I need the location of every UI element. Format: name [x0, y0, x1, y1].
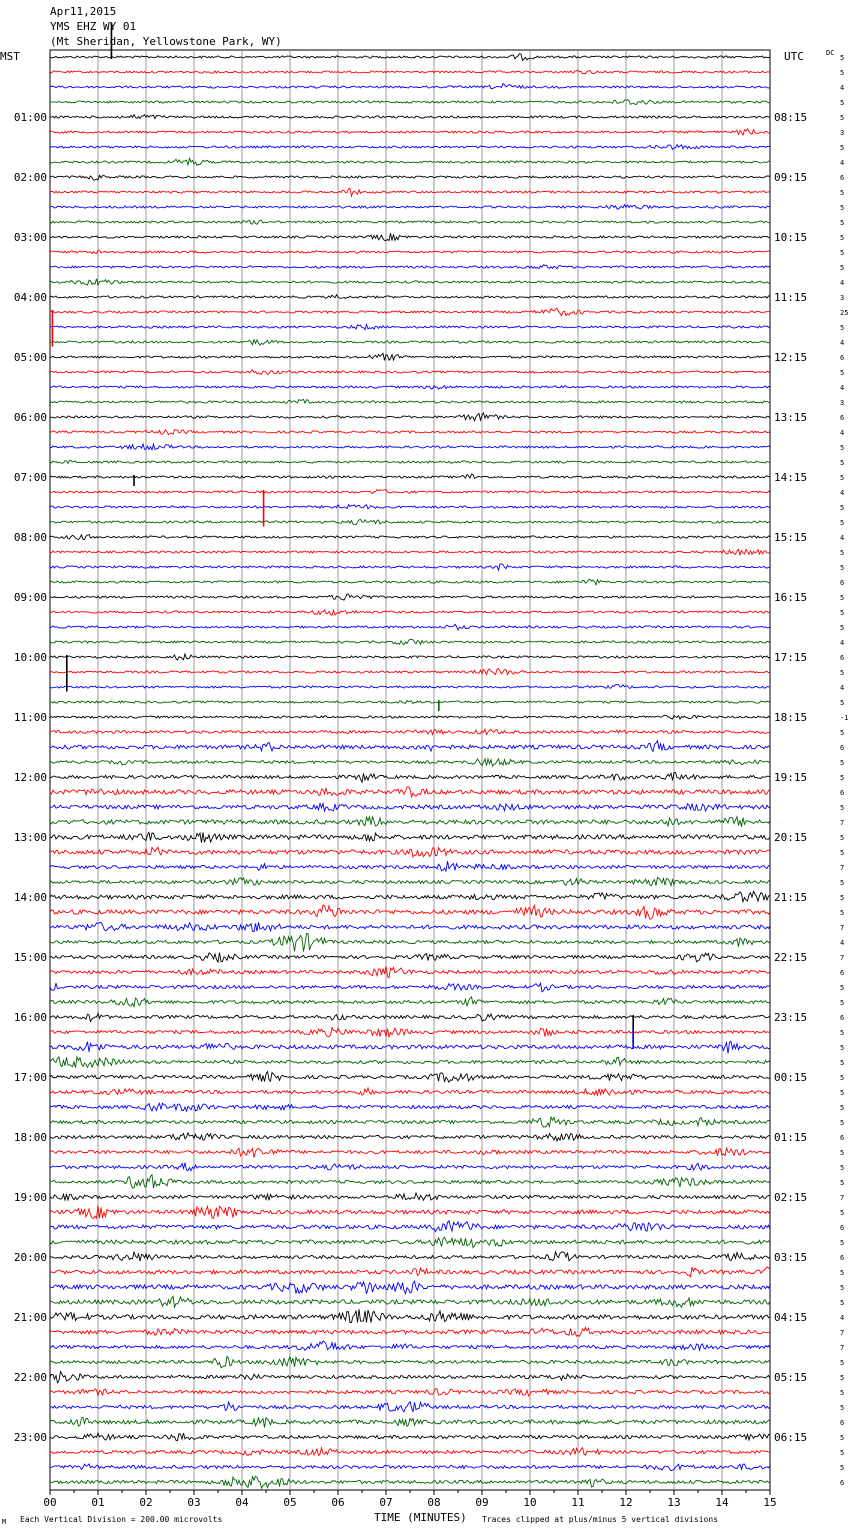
left-time-label: 08:00	[13, 531, 47, 544]
dc-offset-label: 5	[840, 999, 845, 1007]
station-title: YMS EHZ WY 01	[50, 20, 137, 33]
seismic-trace	[50, 430, 770, 435]
seismic-trace	[50, 654, 770, 660]
seismic-trace	[50, 175, 770, 180]
right-time-label: 21:15	[774, 891, 808, 904]
seismic-trace	[50, 983, 770, 992]
seismic-trace	[50, 832, 770, 842]
dc-offset-label: 5	[840, 219, 845, 227]
left-time-label: 16:00	[13, 1011, 47, 1024]
dc-offset-label: 7	[840, 1194, 845, 1202]
seismic-trace	[50, 773, 770, 783]
seismic-trace	[50, 817, 770, 827]
seismic-trace	[50, 594, 770, 600]
seismic-trace	[50, 1117, 770, 1127]
dc-offset-label: 5	[840, 264, 845, 272]
dc-offset-label: 5	[840, 1149, 845, 1157]
seismic-trace	[50, 1193, 770, 1200]
dc-offset-label: 5	[840, 444, 845, 452]
seismic-trace	[50, 1327, 770, 1336]
x-tick-label: 05	[283, 1496, 297, 1509]
dc-offset-label: 4	[840, 939, 845, 947]
dc-offset-label: 4	[840, 84, 845, 92]
seismic-trace	[50, 308, 770, 316]
seismic-trace	[50, 474, 770, 478]
x-tick-label: 11	[571, 1496, 585, 1509]
x-tick-label: 13	[667, 1496, 681, 1509]
dc-offset-label: 7	[840, 819, 845, 827]
left-time-label: 10:00	[13, 651, 47, 664]
seismic-trace	[50, 115, 770, 119]
seismic-trace	[50, 444, 770, 450]
seismic-trace	[50, 639, 770, 645]
dc-offset-label: 6	[840, 789, 845, 797]
x-tick-label: 06	[331, 1496, 345, 1509]
left-time-label: 18:00	[13, 1131, 47, 1144]
left-axis-label: MST	[0, 50, 20, 63]
left-time-label: 23:00	[13, 1431, 47, 1444]
dc-offset-label: 4	[840, 639, 845, 647]
dc-offset-label: 5	[840, 624, 845, 632]
left-time-label: 21:00	[13, 1311, 47, 1324]
footer-mark: M	[2, 1518, 7, 1526]
dc-offset-label: 5	[840, 1104, 845, 1112]
right-time-label: 00:15	[774, 1071, 808, 1084]
right-time-label: 03:15	[774, 1251, 808, 1264]
dc-offset-label: 6	[840, 174, 845, 182]
x-tick-label: 12	[619, 1496, 633, 1509]
seismic-trace	[50, 519, 770, 524]
seismic-trace	[50, 1433, 770, 1441]
seismic-trace	[50, 353, 770, 360]
left-time-label: 19:00	[13, 1191, 47, 1204]
seismic-trace	[50, 1252, 770, 1261]
seismic-trace	[50, 861, 770, 871]
seismic-trace	[50, 1402, 770, 1412]
dc-offset-label: 5	[840, 114, 845, 122]
x-tick-label: 09	[475, 1496, 489, 1509]
seismic-trace	[50, 1041, 770, 1053]
seismic-trace	[50, 1267, 770, 1277]
dc-offset-label: 5	[840, 474, 845, 482]
left-time-label: 20:00	[13, 1251, 47, 1264]
dc-offset-label: 5	[840, 1404, 845, 1412]
dc-offset-label: 6	[840, 579, 845, 587]
location-title: (Mt Sheridan, Yellowstone Park, WY)	[50, 35, 282, 48]
dc-offset-label: 3	[840, 399, 845, 407]
dc-offset-label: 5	[840, 849, 845, 857]
dc-offset-label: 4	[840, 279, 845, 287]
seismic-trace	[50, 370, 770, 375]
seismic-trace	[50, 1309, 770, 1323]
x-tick-label: 01	[91, 1496, 105, 1509]
right-time-label: 10:15	[774, 231, 808, 244]
seismic-trace	[50, 1372, 770, 1383]
seismic-trace	[50, 1237, 770, 1247]
right-time-label: 12:15	[774, 351, 808, 364]
dc-offset-label: 5	[840, 144, 845, 152]
dc-offset-label: 5	[840, 729, 845, 737]
dc-offset-label: 5	[840, 249, 845, 257]
dc-offset-label: 5	[840, 1029, 845, 1037]
dc-offset-label: 5	[840, 879, 845, 887]
dc-offset-label: 6	[840, 1419, 845, 1427]
dc-offset-label: 5	[840, 1434, 845, 1442]
x-tick-label: 14	[715, 1496, 729, 1509]
seismic-trace	[50, 685, 770, 689]
dc-offset-label: 25	[840, 309, 849, 317]
left-time-label: 07:00	[13, 471, 47, 484]
seismic-trace	[50, 70, 770, 74]
right-time-label: 06:15	[774, 1431, 808, 1444]
seismic-trace	[50, 997, 770, 1007]
seismic-trace	[50, 1133, 770, 1141]
dc-offset-label: 6	[840, 1254, 845, 1262]
dc-offset-label: 5	[840, 774, 845, 782]
seismic-trace	[50, 1028, 770, 1037]
x-tick-label: 15	[763, 1496, 777, 1509]
seismic-trace	[50, 741, 770, 752]
dc-offset-label: 7	[840, 1329, 845, 1337]
seismic-trace	[50, 505, 770, 509]
dc-offset-label: 5	[840, 1464, 845, 1472]
x-tick-label: 08	[427, 1496, 441, 1509]
seismic-trace	[50, 205, 770, 209]
seismic-trace	[50, 1057, 770, 1068]
dc-offset-label: 5	[840, 1209, 845, 1217]
left-time-label: 15:00	[13, 951, 47, 964]
right-time-label: 19:15	[774, 771, 808, 784]
left-time-label: 06:00	[13, 411, 47, 424]
seismic-trace	[50, 715, 770, 719]
dc-offset-label: 5	[840, 99, 845, 107]
seismic-trace	[50, 158, 770, 165]
seismic-trace	[50, 891, 770, 901]
dc-offset-label: 5	[840, 459, 845, 467]
dc-offset-label: 6	[840, 354, 845, 362]
left-time-label: 12:00	[13, 771, 47, 784]
seismic-trace	[50, 1281, 770, 1294]
seismic-trace	[50, 922, 770, 931]
left-time-label: 17:00	[13, 1071, 47, 1084]
dc-offset-label: 6	[840, 1224, 845, 1232]
dc-offset-label: 5	[840, 54, 845, 62]
dc-offset-label: 4	[840, 339, 845, 347]
dc-offset-label: 3	[840, 129, 845, 137]
dc-offset-label: 5	[840, 1359, 845, 1367]
left-time-label: 11:00	[13, 711, 47, 724]
dc-offset-label: 5	[840, 699, 845, 707]
seismic-trace	[50, 1103, 770, 1111]
seismic-trace	[50, 220, 770, 224]
seismic-trace	[50, 324, 770, 329]
dc-offset-label: 5	[840, 1374, 845, 1382]
dc-offset-label: 5	[840, 834, 845, 842]
dc-offset-label: 5	[840, 1119, 845, 1127]
dc-offset-label: 4	[840, 384, 845, 392]
dc-offset-label: 5	[840, 234, 845, 242]
left-time-label: 13:00	[13, 831, 47, 844]
dc-offset-label: 5	[840, 504, 845, 512]
seismic-trace	[50, 953, 770, 963]
dc-offset-label: 7	[840, 864, 845, 872]
scale-note: Each Vertical Division = 200.00 microvolts	[20, 1515, 223, 1524]
seismic-trace	[50, 847, 770, 857]
dc-offset-label: 5	[840, 564, 845, 572]
dc-offset-label: 5	[840, 984, 845, 992]
x-tick-label: 07	[379, 1496, 393, 1509]
left-time-label: 01:00	[13, 111, 47, 124]
dc-offset-label: 5	[840, 669, 845, 677]
right-time-label: 17:15	[774, 651, 808, 664]
dc-offset-label: 5	[840, 1449, 845, 1457]
x-tick-label: 04	[235, 1496, 249, 1509]
dc-label: DC	[826, 49, 835, 57]
dc-offset-label: 4	[840, 159, 845, 167]
dc-offset-label: 5	[840, 594, 845, 602]
seismic-trace	[50, 1464, 770, 1471]
dc-offset-label: 4	[840, 429, 845, 437]
seismic-trace	[50, 1088, 770, 1095]
seismic-trace	[50, 295, 770, 299]
right-time-label: 04:15	[774, 1311, 808, 1324]
right-time-label: 20:15	[774, 831, 808, 844]
dc-offset-label: 6	[840, 414, 845, 422]
seismic-trace	[50, 233, 770, 240]
dc-offset-label: 5	[840, 189, 845, 197]
seismic-trace	[50, 1205, 770, 1218]
seismic-trace	[50, 1221, 770, 1232]
seismic-trace	[50, 1072, 770, 1083]
left-time-label: 14:00	[13, 891, 47, 904]
seismic-trace	[50, 1163, 770, 1171]
dc-offset-label: 6	[840, 1479, 845, 1487]
left-time-label: 05:00	[13, 351, 47, 364]
right-time-label: 15:15	[774, 531, 808, 544]
seismic-trace	[50, 460, 770, 463]
seismic-trace	[50, 1356, 770, 1367]
dc-offset-label: -1	[840, 714, 849, 722]
x-tick-label: 00	[43, 1496, 57, 1509]
left-time-label: 04:00	[13, 291, 47, 304]
dc-offset-label: 4	[840, 534, 845, 542]
dc-offset-label: 5	[840, 369, 845, 377]
dc-offset-label: 5	[840, 1179, 845, 1187]
dc-offset-label: 6	[840, 744, 845, 752]
seismic-trace	[50, 1448, 770, 1456]
seismic-trace	[50, 579, 770, 584]
dc-offset-label: 5	[840, 1059, 845, 1067]
dc-offset-label: 6	[840, 1134, 845, 1142]
axis-labels	[14, 54, 849, 1509]
dc-offset-label: 5	[840, 324, 845, 332]
dc-offset-label: 5	[840, 759, 845, 767]
seismic-trace	[50, 564, 770, 570]
dc-offset-label: 5	[840, 519, 845, 527]
dc-offset-label: 5	[840, 1269, 845, 1277]
seismic-trace	[50, 624, 770, 630]
right-time-label: 09:15	[774, 171, 808, 184]
right-time-label: 02:15	[774, 1191, 808, 1204]
dc-offset-label: 5	[840, 609, 845, 617]
x-tick-label: 03	[187, 1496, 201, 1509]
clip-note: Traces clipped at plus/minus 5 vertical divisions	[482, 1515, 719, 1524]
right-time-label: 11:15	[774, 291, 808, 304]
seismic-trace	[50, 729, 770, 734]
seismic-trace	[50, 966, 770, 978]
right-axis-label: UTC	[784, 50, 804, 63]
dc-offset-label: 5	[840, 1044, 845, 1052]
seismic-trace	[50, 905, 770, 919]
chart-header	[50, 4, 282, 49]
seismic-trace	[50, 669, 770, 675]
dc-offset-label: 3	[840, 294, 845, 302]
seismic-trace	[50, 878, 770, 886]
seismic-trace	[50, 54, 770, 61]
seismic-trace	[50, 129, 770, 135]
seismic-trace	[50, 1296, 770, 1307]
right-time-label: 01:15	[774, 1131, 808, 1144]
seismic-trace	[50, 279, 770, 285]
right-time-label: 23:15	[774, 1011, 808, 1024]
right-time-label: 13:15	[774, 411, 808, 424]
dc-offset-label: 7	[840, 924, 845, 932]
x-tick-label: 02	[139, 1496, 153, 1509]
dc-offset-label: 7	[840, 1344, 845, 1352]
dc-offset-label: 4	[840, 1314, 845, 1322]
seismic-trace	[50, 549, 770, 555]
dc-offset-label: 5	[840, 1389, 845, 1397]
dc-offset-label: 7	[840, 954, 845, 962]
dc-offset-label: 4	[840, 489, 845, 497]
seismic-trace	[50, 1341, 770, 1350]
dc-offset-label: 5	[840, 204, 845, 212]
seismic-trace	[50, 803, 770, 811]
seismic-trace	[50, 1013, 770, 1021]
right-time-label: 14:15	[774, 471, 808, 484]
left-time-label: 02:00	[13, 171, 47, 184]
right-time-label: 18:15	[774, 711, 808, 724]
seismic-trace	[50, 100, 770, 105]
dc-offset-label: 5	[840, 909, 845, 917]
seismic-trace	[50, 934, 770, 952]
seismic-trace	[50, 701, 770, 704]
date-title: Apr11,2015	[50, 5, 117, 18]
dc-offset-label: 5	[840, 1284, 845, 1292]
dc-offset-label: 4	[840, 684, 845, 692]
right-time-label: 16:15	[774, 591, 808, 604]
seismic-trace	[50, 759, 770, 766]
seismic-trace	[50, 250, 770, 253]
seismic-trace	[50, 1148, 770, 1158]
seismic-trace	[50, 400, 770, 404]
dc-offset-label: 6	[840, 969, 845, 977]
dc-offset-label: 6	[840, 1014, 845, 1022]
seismic-trace	[50, 413, 770, 421]
seismic-trace	[50, 340, 770, 346]
seismic-trace	[50, 489, 770, 493]
x-axis-title: TIME (MINUTES)	[374, 1511, 467, 1524]
seismic-trace	[50, 1417, 770, 1427]
left-time-label: 09:00	[13, 591, 47, 604]
seismic-trace	[50, 386, 770, 390]
dc-offset-label: 5	[840, 1089, 845, 1097]
dc-offset-label: 6	[840, 654, 845, 662]
left-time-label: 03:00	[13, 231, 47, 244]
traces	[50, 23, 770, 1489]
seismic-trace	[50, 610, 770, 616]
seismic-trace	[50, 535, 770, 540]
dc-offset-label: 5	[840, 804, 845, 812]
seismic-trace	[50, 145, 770, 150]
dc-offset-label: 5	[840, 894, 845, 902]
left-time-label: 22:00	[13, 1371, 47, 1384]
seismic-trace	[50, 265, 770, 269]
seismic-trace	[50, 787, 770, 797]
right-time-label: 08:15	[774, 111, 808, 124]
right-time-label: 22:15	[774, 951, 808, 964]
dc-offset-label: 5	[840, 1239, 845, 1247]
seismic-trace	[50, 1476, 770, 1488]
dc-offset-label: 5	[840, 69, 845, 77]
seismic-trace	[50, 84, 770, 89]
x-tick-label: 10	[523, 1496, 537, 1509]
dc-offset-label: 5	[840, 549, 845, 557]
dc-offset-label: 5	[840, 1074, 845, 1082]
dc-offset-label: 5	[840, 1299, 845, 1307]
seismic-trace	[50, 1389, 770, 1396]
seismic-trace	[50, 188, 770, 196]
dc-offset-label: 5	[840, 1164, 845, 1172]
right-time-label: 05:15	[774, 1371, 808, 1384]
seismic-trace	[50, 1175, 770, 1189]
